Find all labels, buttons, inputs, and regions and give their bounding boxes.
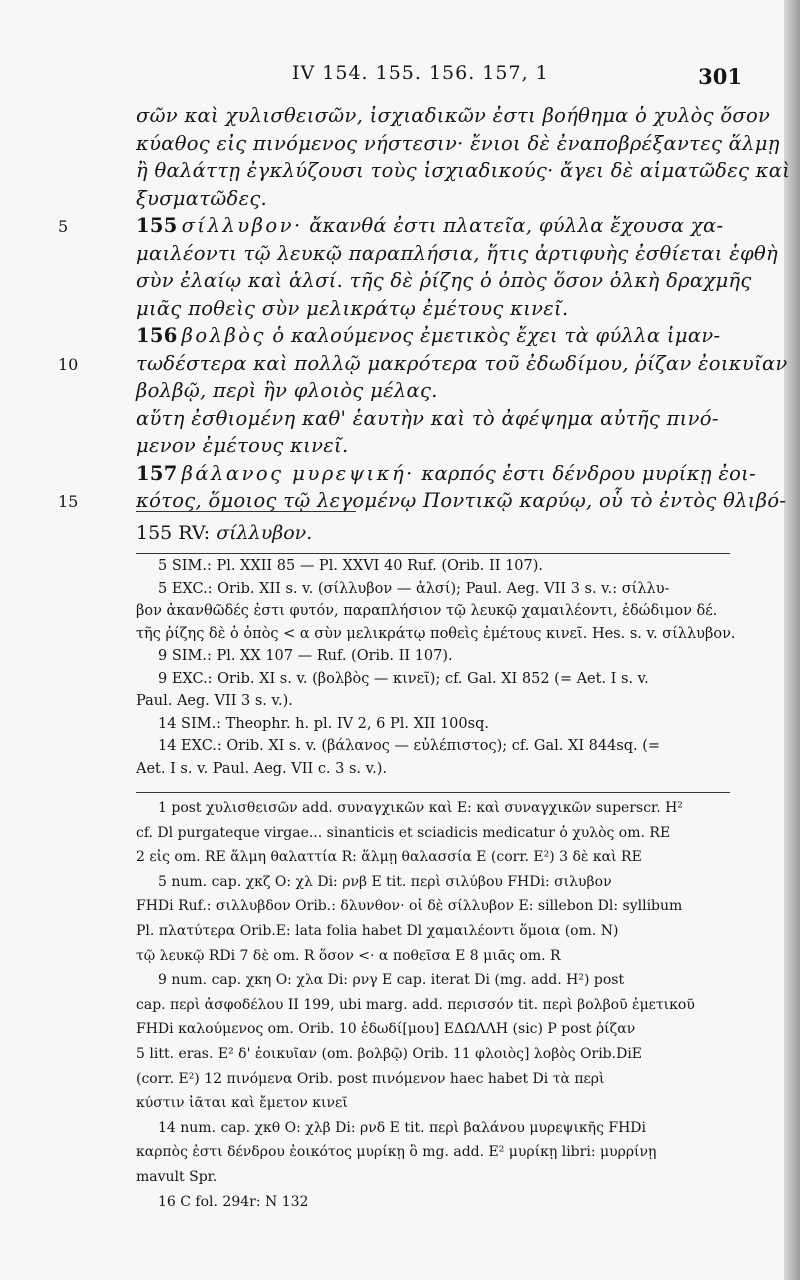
text-line	[136, 187, 746, 210]
apparatus-line: 2 εἰς om. RE ἅλμη θαλαττία R: ἅλμῃ θαλασσία E (corr. E²) 3 δὲ καὶ RE	[136, 849, 642, 866]
entry-number: 156	[136, 324, 178, 347]
text-line	[136, 407, 746, 430]
page-number: 301	[698, 64, 742, 89]
text-content: σὺν ἐλαίῳ καὶ ἁλσί. τῆς δὲ ῥίζης ὁ ὀπὸς ὅσον ὁλκὴ δραχμῆς	[136, 269, 752, 292]
testimonia-line: 9 EXC.: Orib. XI s. v. (βολβὸς — κινεῖ); cf. Gal. XI 852 (= Aet. I s. v.	[158, 670, 649, 687]
lemma-headword: βολβὸς	[181, 324, 266, 347]
text-content: ξυσματῶδες.	[136, 186, 268, 210]
text-content: αὕτη ἐσθιομένη καθ' ἑαυτὴν καὶ τὸ ἀφέψημα αὐτῆς πινό-	[136, 406, 719, 430]
apparatus-line: 5 num. cap. χκζ O: χλ Di: ρνβ E tit. περὶ σιλύβου FHDi: σιλυβον	[158, 873, 612, 890]
testimonia-line: 5 EXC.: Orib. XII s. v. (σίλλυβον — ἁλσί); Paul. Aeg. VII 3 s. v.: σίλλυ-	[158, 580, 670, 597]
apparatus-line: FHDi καλούμενος om. Orib. 10 ἐδωδί[μου] ΕΔΩΛΛΗ (sic) P post ῥίζαν	[136, 1021, 636, 1038]
apparatus-line: cap. περὶ ἀσφοδέλου II 199, ubi marg. add. περισσόν tit. περὶ βολβοῦ ἐμετικοῦ	[136, 996, 695, 1013]
apparatus-line: 16 C fol. 294r: N 132	[158, 1193, 309, 1210]
apparatus-line: τῷ λευκῷ RDi 7 δὲ om. R ὅσον <· α ποθεῖσα E 8 μιᾶς om. R	[136, 947, 561, 964]
text-content: ἢ θαλάττῃ ἐγκλύζουσι τοὺς ἰσχιαδικούς· ἄγει δὲ αἱματῶδες καὶ	[136, 159, 791, 182]
text-content: καρπός ἐστι δένδρου μυρίκῃ ἐοι-	[414, 461, 756, 485]
testimonia-line: βον ἀκανθῶδές ἐστι φυτόν, παραπλήσιον τῷ λευκῷ χαμαιλέοντι, ἐδώδιμον δέ.	[136, 603, 718, 619]
entry-number: 155	[136, 214, 178, 237]
testimonia-line: 14 SIM.: Theophr. h. pl. IV 2, 6 Pl. XII 100sq.	[158, 715, 489, 732]
apparatus-line: κύστιν ἰᾶται καὶ ἔμετον κινεῖ	[136, 1095, 348, 1112]
text-content: μενον ἐμέτους κινεῖ.	[136, 434, 349, 457]
text-line	[136, 324, 746, 347]
text-content: σῶν καὶ χυλισθεισῶν, ἰσχιαδικῶν ἐστι βοήθημα ὁ χυλὸς ὅσον	[136, 104, 771, 127]
testimonia-line: Aet. I s. v. Paul. Aeg. VII c. 3 s. v.).	[136, 760, 387, 777]
text-content: μαιλέοντι τῷ λευκῷ παραπλήσια, ἥτις ἀρτιφυὴς ἐσθίεται ἑφθὴ	[136, 241, 778, 265]
testimonia-line: 14 EXC.: Orib. XI s. v. (βάλανος — εὐλέπιστος); cf. Gal. XI 844sq. (=	[158, 738, 661, 754]
running-title: IV 154. 155. 156. 157, 1	[292, 62, 549, 84]
apparatus-line: FHDi Ruf.: σιλλυβδον Orib.: δλυνθον· οἱ δὲ σίλλυβον E: sillebon Dl: syllibum	[136, 898, 683, 915]
page-edge-shadow	[784, 0, 800, 1280]
text-content: μιᾶς ποθεὶς σὺν μελικράτῳ ἐμέτους κινεῖ.	[136, 296, 569, 320]
apparatus-line: καρπὸς ἐστι δένδρου ἐοικότος μυρίκῃ ὃ mg. add. E² μυρίκῃ libri: μυρρίνῃ	[136, 1144, 657, 1161]
lemma-headword: σίλλυβον·	[181, 214, 303, 237]
line-number: 15	[58, 492, 79, 511]
testimonia-line: τῆς ῥίζης δὲ ὁ ὀπὸς < α σὺν μελικράτῳ ποθεὶς ἐμέτους κινεῖ. Hes. s. v. σίλλυβον.	[136, 625, 736, 642]
apparatus-line: Pl. πλατύτερα Orib.E: lata folia habet Dl χαμαιλέοντι ὅμοια (om. N)	[136, 923, 619, 939]
text-line	[136, 214, 746, 237]
text-content: κότος, ὅμοιος τῷ λεγομένῳ Ποντικῷ καρύῳ, οὗ τὸ ἐντὸς θλιβό-	[136, 489, 787, 512]
text-content: ἄκανθά ἐστι πλατεῖα, φύλλα ἔχουσα χα-	[302, 214, 724, 237]
sigla-line	[136, 522, 312, 544]
testimonia-line: 5 SIM.: Pl. XXII 85 — Pl. XXVI 40 Ruf. (Orib. II 107).	[158, 558, 544, 574]
lemma-headword: βάλανος μυρεψική·	[181, 461, 415, 485]
apparatus-line: 9 num. cap. χκη O: χλα Di: ρνγ E cap. iterat Di (mg. add. H²) post	[158, 972, 625, 989]
line-number: 5	[58, 217, 69, 236]
apparatus-line: 1 post χυλισθεισῶν add. συναγχικῶν καὶ E: καὶ συναγχικῶν superscr. H²	[158, 800, 683, 816]
sigla-label: 155 RV:	[136, 522, 211, 544]
text-line	[136, 131, 780, 155]
text-line	[136, 351, 788, 375]
text-line	[136, 159, 791, 182]
sigla-rule	[136, 511, 356, 512]
apparatus-line: 14 num. cap. χκθ O: χλβ Di: ρνδ E tit. περὶ βαλάνου μυρεψικῆς FHDi	[158, 1119, 646, 1136]
text-line	[136, 379, 746, 402]
apparatus-line: (corr. E²) 12 πινόμενα Orib. post πινόμενον haec habet Di τὰ περὶ	[136, 1070, 605, 1087]
line-number: 10	[58, 354, 79, 374]
text-line	[136, 434, 746, 457]
text-content: τωδέστερα καὶ πολλῷ μακρότερα τοῦ ἐδωδίμου, ῥίζαν ἐοικυῖαν	[136, 351, 788, 375]
apparatus-line: mavult Spr.	[136, 1169, 218, 1185]
text-line	[136, 489, 787, 512]
text-content: ὁ καλούμενος ἐμετικὸς ἔχει τὰ φύλλα ἱμαν-	[265, 324, 721, 347]
testimonia-rule	[136, 553, 730, 554]
text-line	[136, 461, 756, 485]
text-line	[136, 241, 778, 265]
testimonia-line: 9 SIM.: Pl. XX 107 — Ruf. (Orib. II 107).	[158, 648, 453, 664]
critical-apparatus-rule	[136, 792, 730, 793]
text-content: βολβῷ, περὶ ἣν φλοιὸς μέλας.	[136, 379, 438, 402]
entry-number: 157	[136, 461, 178, 485]
testimonia-line: Paul. Aeg. VII 3 s. v.).	[136, 693, 293, 709]
text-content: κύαθος εἰς πινόμενος νήστεσιν· ἔνιοι δὲ ἐναποβρέξαντες ἅλμῃ	[136, 131, 780, 155]
sigla-word: σίλλυβον.	[216, 522, 313, 544]
apparatus-line: cf. Dl purgateque virgae... sinanticis et sciadicis medicatur ὁ χυλὸς om. RE	[136, 824, 671, 841]
text-line	[136, 297, 746, 320]
text-line	[136, 269, 752, 292]
running-header	[292, 62, 742, 92]
apparatus-line: 5 litt. eras. E² δ' ἐοικυῖαν (om. βολβῷ) Orib. 11 φλοιὸς] λοβὸς Orib.DiE	[136, 1046, 643, 1062]
text-line	[136, 104, 771, 127]
